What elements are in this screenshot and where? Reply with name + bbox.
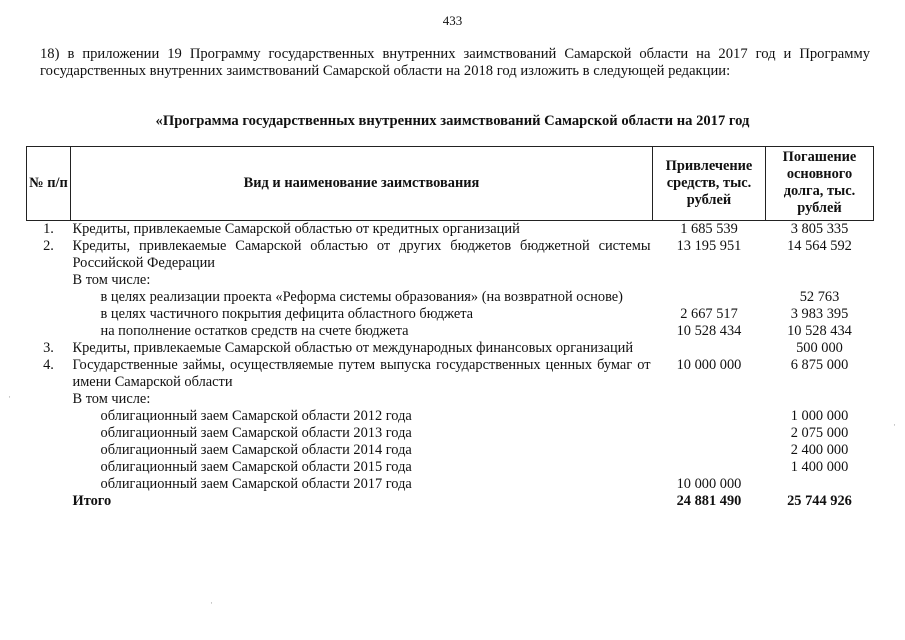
row-repay: 1 000 000	[790, 408, 849, 424]
table-row	[27, 442, 874, 459]
row-attract: 1 685 539	[680, 221, 738, 237]
header-name: Вид и наименование заимствования	[71, 147, 653, 221]
table-row	[27, 272, 874, 289]
row-name: в целях частичного покрытия дефицита областного бюджета	[100, 306, 474, 322]
row-attract: 10 528 434	[676, 323, 742, 339]
row-attract: 13 195 951	[676, 238, 742, 254]
row-name: облигационный заем Самарской области 2015 года	[100, 459, 412, 475]
scan-mark: ·	[893, 420, 896, 430]
table-row	[27, 476, 874, 493]
row-number	[27, 391, 71, 408]
row-number	[27, 408, 71, 425]
row-name: на пополнение остатков средств на счете бюджета	[100, 323, 409, 339]
borrowing-program-table	[26, 146, 874, 510]
row-number: 3.	[43, 340, 54, 356]
intro-line-2: государственных внутренних заимствований Самарской области на 2018 год изложить в следующей редакции:	[40, 63, 731, 79]
table-row	[27, 459, 874, 476]
row-name: Государственные займы, осуществляемые путем выпуска государственных ценных бумаг от имени Самарской области	[72, 357, 651, 390]
table-body	[27, 221, 874, 511]
page-number: 433	[442, 13, 463, 28]
row-number	[27, 272, 71, 289]
row-number	[27, 476, 71, 493]
total-attract: 24 881 490	[676, 493, 742, 509]
table-row	[27, 391, 874, 408]
row-repay: 2 400 000	[790, 442, 849, 458]
intro-paragraph	[40, 46, 870, 80]
row-name: В том числе:	[72, 272, 151, 288]
row-number	[27, 289, 71, 306]
total-num	[27, 493, 71, 510]
row-number	[27, 425, 71, 442]
row-repay: 1 400 000	[790, 459, 849, 475]
header-num: № п/п	[27, 147, 71, 221]
row-repay: 14 564 592	[787, 238, 852, 254]
row-attract	[653, 425, 766, 442]
row-repay: 500 000	[796, 340, 843, 356]
row-attract: 10 000 000	[676, 357, 742, 373]
total-row	[27, 493, 874, 510]
table-row	[27, 306, 874, 323]
row-attract: 2 667 517	[680, 306, 738, 322]
row-attract	[653, 340, 766, 357]
table-row	[27, 238, 874, 272]
row-name: В том числе:	[72, 391, 151, 407]
row-repay	[766, 391, 874, 408]
table-row	[27, 425, 874, 442]
row-name: Кредиты, привлекаемые Самарской областью от кредитных организаций	[72, 221, 520, 237]
row-attract	[653, 459, 766, 476]
table-row	[27, 289, 874, 306]
row-number: 1.	[43, 221, 54, 237]
row-number: 4.	[43, 357, 54, 373]
table-row	[27, 323, 874, 340]
row-number	[27, 459, 71, 476]
row-number	[27, 442, 71, 459]
row-name: в целях реализации проекта «Реформа системы образования» (на возвратной основе)	[100, 289, 623, 305]
intro-line-1: 18) в приложении 19 Программу государственных внутренних заимствований Самарской области на 2017 год и Программу	[40, 46, 870, 62]
table-row	[27, 221, 874, 239]
row-repay	[766, 476, 874, 493]
program-heading: «Программа государственных внутренних заимствований Самарской области на 2017 год	[155, 113, 750, 129]
row-name: облигационный заем Самарской области 2017 года	[100, 476, 412, 492]
scan-mark: ·	[210, 598, 213, 608]
row-number: 2.	[43, 238, 54, 254]
row-attract	[653, 289, 766, 306]
total-repay: 25 744 926	[787, 493, 852, 509]
table-header-row	[27, 147, 874, 221]
row-repay: 2 075 000	[790, 425, 849, 441]
row-name: облигационный заем Самарской области 2014 года	[100, 442, 412, 458]
header-repay: Погашение основного долга, тыс. рублей	[766, 147, 874, 221]
row-repay: 3 983 395	[790, 306, 849, 322]
row-name: облигационный заем Самарской области 2012 года	[100, 408, 412, 424]
header-attract: Привлечение средств, тыс. рублей	[653, 147, 766, 221]
table-row	[27, 357, 874, 391]
row-attract	[653, 408, 766, 425]
row-repay: 10 528 434	[787, 323, 852, 339]
row-number	[27, 306, 71, 323]
scan-mark: ·	[8, 392, 11, 402]
row-attract: 10 000 000	[676, 476, 742, 492]
row-repay: 3 805 335	[790, 221, 849, 237]
row-repay: 6 875 000	[790, 357, 849, 373]
row-attract	[653, 272, 766, 289]
row-repay: 52 763	[799, 289, 840, 305]
total-label: Итого	[72, 493, 112, 509]
row-repay	[766, 272, 874, 289]
table-row	[27, 340, 874, 357]
row-name: Кредиты, привлекаемые Самарской областью от международных финансовых организаций	[72, 340, 634, 356]
row-attract	[653, 442, 766, 459]
row-name: облигационный заем Самарской области 2013 года	[100, 425, 412, 441]
row-attract	[653, 391, 766, 408]
row-name: Кредиты, привлекаемые Самарской областью от других бюджетов бюджетной системы Российской Федерации	[72, 238, 651, 271]
row-number	[27, 323, 71, 340]
table-row	[27, 408, 874, 425]
